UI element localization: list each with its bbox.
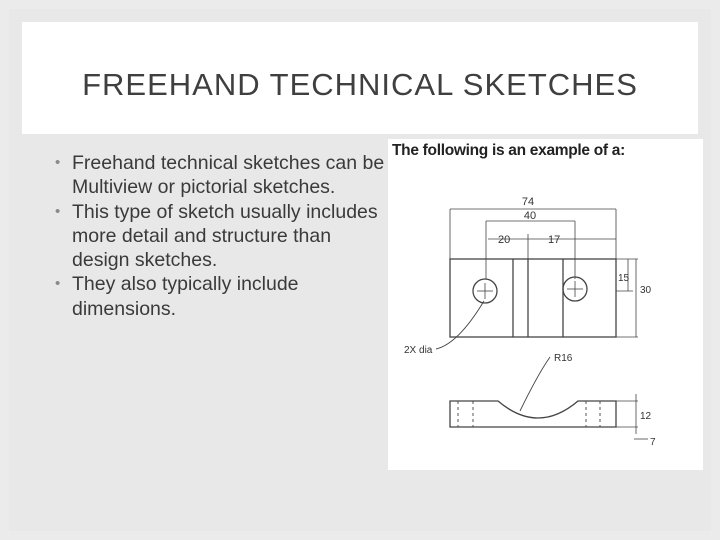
leader-radius <box>520 357 550 411</box>
figure-caption: The following is an example of a: <box>392 142 625 159</box>
bullet-item: • This type of sketch usually includes more detail and structure than design sketches. <box>55 200 378 272</box>
dim-offset-right: 17 <box>548 234 561 246</box>
multiview-sketch <box>388 139 703 470</box>
sketch-figure <box>388 139 703 470</box>
dim-radius: R16 <box>554 353 573 364</box>
bullet-dot-icon: • <box>55 154 61 171</box>
bullet-item: • Freehand technical sketches can be Multiview or pictorial sketches. <box>55 152 385 199</box>
bullet-list <box>55 151 385 321</box>
dim-thickness: 12 <box>640 411 652 422</box>
title-band <box>22 22 698 134</box>
dim-height-small: 15 <box>618 273 630 284</box>
front-view <box>450 401 616 427</box>
dim-offset-left: 20 <box>498 234 511 246</box>
dim-height-total: 30 <box>640 285 652 296</box>
bullet-dot-icon: • <box>55 275 61 293</box>
bullet-dot-icon: • <box>55 202 61 220</box>
dim-overall-width: 74 <box>521 196 535 208</box>
dim-holes-note: 2X dia <box>404 345 433 356</box>
slide-title: FREEHAND TECHNICAL SKETCHES <box>82 67 638 102</box>
slide <box>9 9 711 531</box>
dim-hole-spacing: 40 <box>523 210 537 222</box>
leader-holes <box>436 301 484 349</box>
bullet-item: • They also typically include dimensions. <box>55 273 299 320</box>
dim-depth: 7 <box>650 437 656 448</box>
